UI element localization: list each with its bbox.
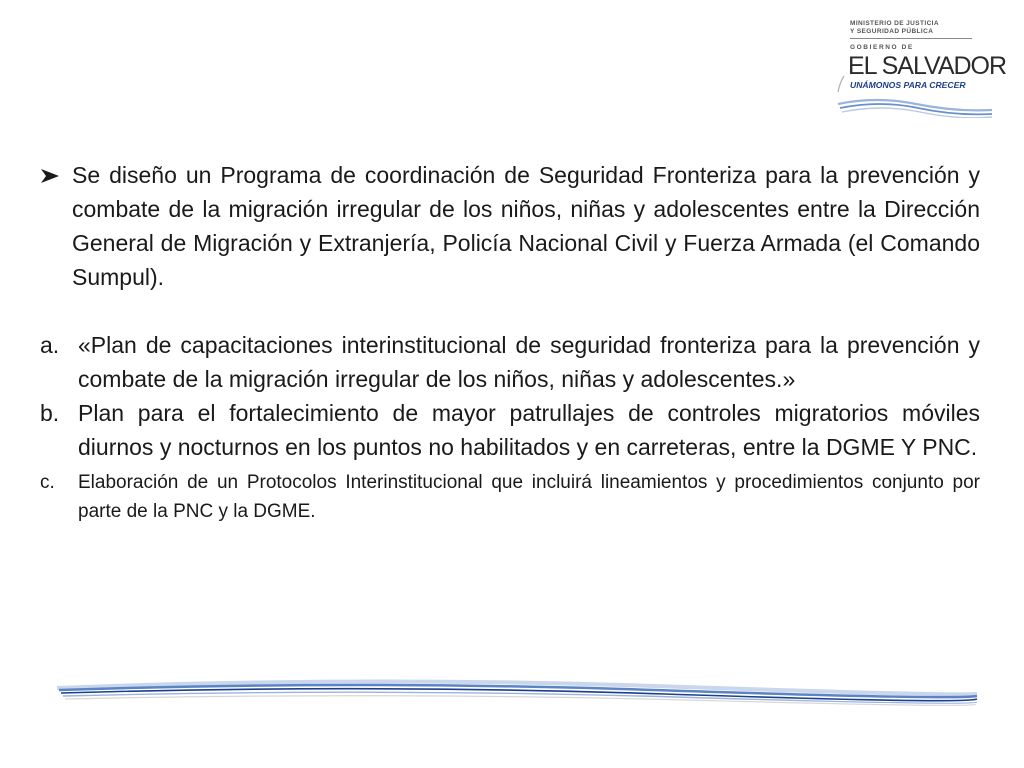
country-name: EL SALVADOR [848,52,1007,80]
government-logo [836,18,1007,118]
logo-wave-icon [836,74,994,118]
list-item-b [40,396,980,464]
ministry-name [850,20,939,35]
list-item-text: «Plan de capacitaciones interinstitucional de seguridad fronteriza para la prevención y combate de la migración irregular de los niños, niñas y adolescentes.» [78,332,980,392]
main-bullet-text: Se diseño un Programa de coordinación de Seguridad Fronteriza para la prevención y combate de la migración irregular de los niños, niñas y adolescentes entre la Dirección General de Migración y Extranjería, Policía Nacional Civil y Fuerza Armada (el Comando Sumpul). [72,162,980,290]
main-content [40,158,980,526]
arrow-bullet-icon [40,168,60,184]
list-item-c [40,468,980,526]
list-item-text: Elaboración de un Protocolos Interinstitucional que incluirá lineamientos y procedimientos conjunto por parte de la PNC y la DGME. [78,472,980,522]
list-item-a [40,328,980,396]
list-marker: a. [40,332,60,358]
list-item-text: Plan para el fortalecimiento de mayor patrullajes de controles migratorios móviles diurnos y nocturnos en los puntos no habilitados y en carreteras, entre la DGME Y PNC. [78,400,980,460]
ministry-line-2: Y SEGURIDAD PÚBLICA [850,27,934,35]
sub-list [40,328,980,526]
main-bullet [40,158,980,294]
list-marker: b. [40,400,60,426]
spacer [40,294,980,328]
bottom-swoosh-icon [55,672,980,712]
slogan: UNÁMONOS PARA CRECER [850,80,966,90]
gobierno-label: GOBIERNO DE [850,44,914,51]
logo-divider [850,38,972,39]
ministry-line-1: MINISTERIO DE JUSTICIA [850,20,939,27]
list-marker: c. [40,472,55,493]
